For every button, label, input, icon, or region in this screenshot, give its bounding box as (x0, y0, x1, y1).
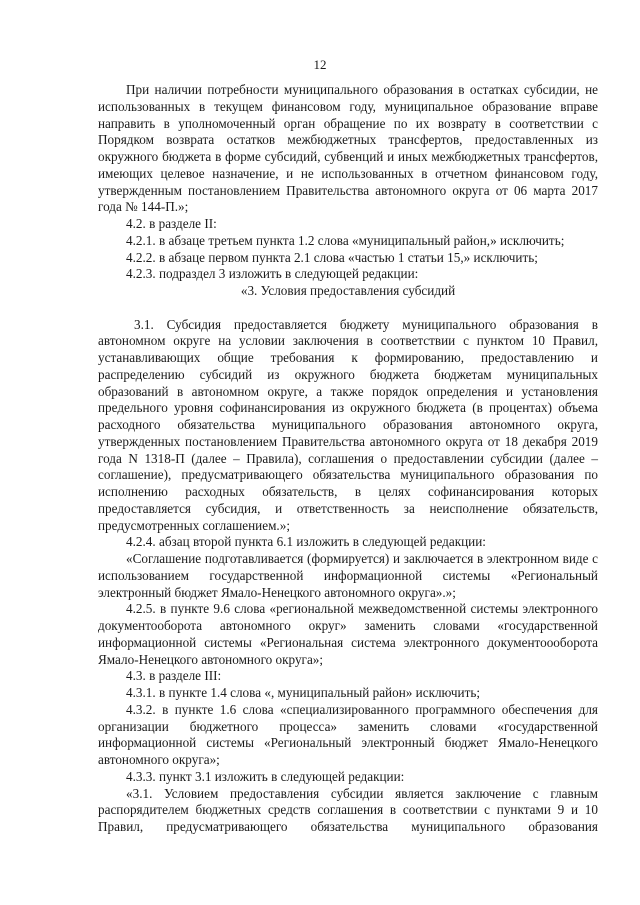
paragraph-4-2-5: 4.2.5. в пункте 9.6 слова «региональной межведомственной системы электронного документооборота автономного округ» заменить словами «государственной информационной системы «Региональная система электронного документоооборота Ямало-Ненецкого автономного округа»; (98, 601, 598, 667)
paragraph-3-1: 3.1. Субсидия предоставляется бюджету муниципального образования в автономном округе на условии заключения в соответствии с пунктом 10 Правил, устанавливающих общие требования к формированию, предоставлению и распределению субсидий из окружного бюджета бюджетам муниципальных образований в автономном округе, а также порядок определения и установления предельного уровня софинансирования из окружного бюджета (в процентах) объема расходного обязательства муниципального образования автономного округа, утвержденных постановлением Правительства автономного округа от 18 декабря 2019 года N 1318-П (далее – Правила), соглашения о предоставлении субсидии (далее – соглашение), предусматривающего обязательства муниципального образования по исполнению расходных обязательств, в целях софинансирования которых предоставляется субсидия, и ответственность за неисполнение обязательств, предусмотренных соглашением.»; (98, 316, 598, 533)
paragraph-condition: «3.1. Условием предоставления субсидии является заключение с главным распорядителем бюджетных средств соглашения в соответствии с пунктами 9 и 10 Правил, предусматривающего обязательства муниципального образования (98, 785, 598, 834)
paragraph-4-2-2: 4.2.2. в абзаце первом пункта 2.1 слова «частью 1 статьи 15,» исключить; (126, 249, 538, 265)
paragraph-4-3: 4.3. в разделе III: (126, 668, 222, 684)
paragraph-4-3-3: 4.3.3. пункт 3.1 изложить в следующей редакции: (126, 768, 405, 784)
paragraph-subsidy-remainders: При наличии потребности муниципального образования в остатках субсидии, не использованных в текущем финансовом году, муниципальное образование вправе направить в уполномоченный орган обращение по их возврату в соответствии с Порядком возврата остатков межбюджетных трансфертов, предоставленных из окружного бюджета в форме субсидий, субвенций и иных межбюджетных трансфертов, имеющих целевое назначение, и не использованных в отчетном финансовом году, утвержденным постановлением Правительства автономного округа от 06 марта 2017 года № 144-П.»; (98, 82, 598, 215)
paragraph-agreement: «Соглашение подготавливается (формируется) и заключается в электронном виде с использованием государственной информационной системы «Региональный электронный бюджет Ямало-Ненецкого автономного округа».»; (98, 551, 598, 600)
paragraph-4-3-1: 4.3.1. в пункте 1.4 слова «, муниципальный район» исключить; (126, 685, 481, 700)
paragraph-4-2-3: 4.2.3. подраздел 3 изложить в следующей редакции: (126, 266, 419, 282)
paragraph-4-3-2: 4.3.2. в пункте 1.6 слова «специализированного программного обеспечения для организации бюджетного процесса» заменить словами «государственной информационной системы «Региональный электронный бюджет Ямало-Ненецкого автономного округа»; (98, 701, 598, 767)
paragraph-4-2-4: 4.2.4. абзац второй пункта 6.1 изложить в следующей редакции: (126, 534, 486, 550)
paragraph-4-2-1: 4.2.1. в абзаце третьем пункта 1.2 слова «муниципальный район,» исключить; (126, 232, 565, 248)
document-body (98, 82, 598, 836)
page-number: 12 (313, 57, 327, 72)
paragraph-4-2: 4.2. в разделе II: (126, 216, 217, 231)
section-heading: «3. Условия предоставления субсидий (240, 283, 456, 298)
spacer (98, 300, 598, 317)
